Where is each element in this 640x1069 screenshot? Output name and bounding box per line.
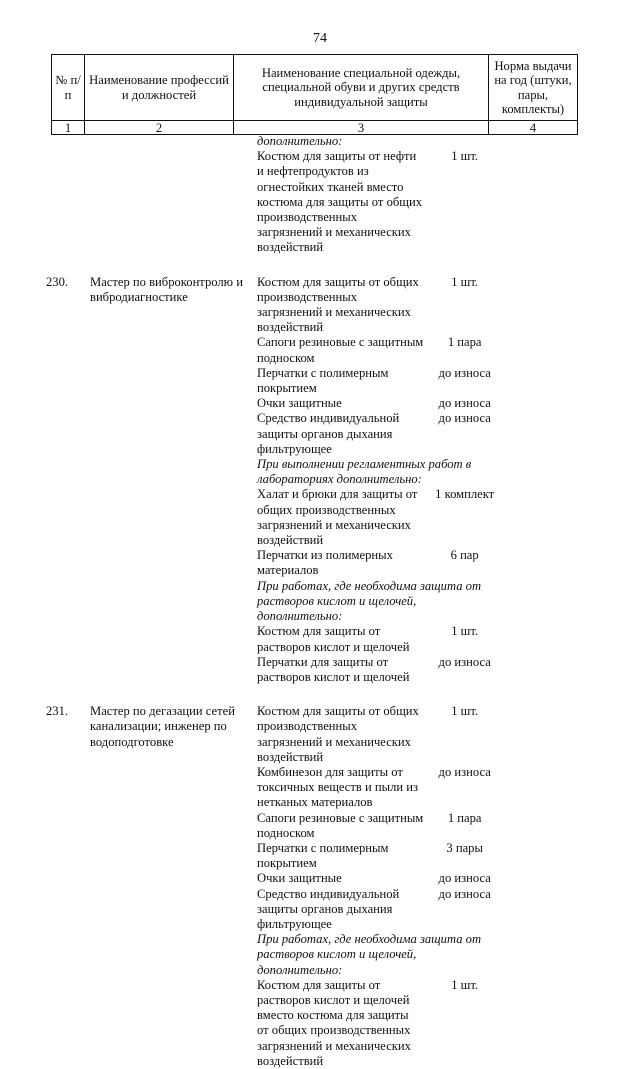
equipment-name: Костюм для защиты от растворов кислот и щелочей (257, 624, 410, 654)
equipment-name: Перчатки с полимерным покрытием (257, 365, 389, 396)
equipment-item (257, 487, 502, 548)
condition-note (257, 579, 502, 625)
equipment-item (257, 704, 502, 765)
equipment-name: Средство индивидуальной защиты органов дыхания фильтрующее (257, 411, 400, 456)
equipment-name: Халат и брюки для защиты от общих производственных загрязнений и механических воздействий (257, 487, 418, 548)
equipment-name: Костюм для защиты от растворов кислот и щелочей вместо костюма для защиты от общих производственных загрязнений и механических воздействий (257, 977, 411, 1068)
row-number: 231. (46, 704, 69, 719)
equipment-name: Костюм для защиты от общих производственных загрязнений и механических воздействий (257, 704, 419, 764)
equipment-list (257, 704, 502, 1069)
profession-name: Мастер по виброконтролю и вибродиагностике (90, 274, 243, 304)
table-header (51, 54, 578, 135)
equipment-name: Комбинезон для защиты от токсичных веществ и пыли из нетканых материалов (257, 764, 418, 810)
equipment-item (257, 624, 502, 654)
table-row (0, 275, 640, 685)
equipment-item (257, 335, 502, 365)
header-col-norm: Норма выдачи на год (штуки, пары, комплекты) (489, 55, 578, 121)
issue-norm: 6 пар (450, 548, 479, 563)
condition-note-text: дополнительно: (257, 134, 343, 148)
equipment-item (257, 366, 502, 396)
condition-note-text: При работах, где необходима защита от растворов кислот и щелочей, дополнительно: (257, 932, 482, 977)
equipment-item (257, 765, 502, 811)
row-number: 230. (46, 274, 69, 289)
table-body (0, 134, 640, 1069)
header-num-4: 4 (489, 121, 578, 135)
equipment-name: Костюм для защиты от общих производственных загрязнений и механических воздействий (257, 274, 419, 335)
equipment-list (257, 275, 502, 685)
equipment-name: Средство индивидуальной защиты органов дыхания фильтрующее (257, 886, 400, 931)
equipment-name: Перчатки с полимерным покрытием (257, 840, 389, 871)
issue-norm: 1 шт. (451, 274, 479, 289)
header-col-profession: Наименование профессий и должностей (85, 55, 234, 121)
equipment-item (257, 811, 502, 841)
condition-note-text: При выполнении регламентных работ в лабораториях дополнительно: (257, 457, 472, 487)
issue-norm: 1 пара (447, 810, 482, 825)
equipment-item (257, 396, 502, 411)
equipment-name: Сапоги резиновые с защитным подноском (257, 810, 424, 840)
equipment-name: Перчатки для защиты от растворов кислот и щелочей (257, 654, 410, 684)
equipment-item (257, 841, 502, 871)
issue-norm: до износа (438, 365, 491, 380)
issue-norm: до износа (438, 871, 491, 886)
equipment-item (257, 978, 502, 1069)
equipment-name: Костюм для защиты от нефти и нефтепродуктов из огнестойких тканей вместо костюма для защиты от общих производственных загрязнений и механических воздействий (257, 149, 423, 255)
issue-norm: 1 комплект (435, 487, 495, 502)
equipment-name: Перчатки из полимерных материалов (257, 548, 393, 578)
issue-norm: 1 шт. (451, 624, 479, 639)
issue-norm: до износа (438, 411, 491, 426)
issue-norm: до износа (438, 764, 491, 779)
condition-note-text: При работах, где необходима защита от растворов кислот и щелочей, дополнительно: (257, 578, 482, 624)
equipment-item (257, 655, 502, 685)
issue-norm: до износа (438, 396, 491, 411)
header-num-3: 3 (234, 121, 489, 135)
header-col-number: № п/п (52, 55, 85, 121)
condition-note (257, 932, 502, 978)
equipment-name: Сапоги резиновые с защитным подноском (257, 335, 424, 365)
table-row (0, 704, 640, 1069)
condition-note (257, 457, 502, 487)
equipment-name: Очки защитные (257, 396, 342, 411)
page-number: 74 (313, 31, 327, 46)
table-row (0, 134, 640, 256)
equipment-item (257, 887, 502, 933)
profession-name: Мастер по дегазации сетей канализации; инженер по водоподготовке (90, 704, 235, 749)
header-col-equipment: Наименование специальной одежды, специальной обуви и других средств индивидуальной защиты (234, 55, 489, 121)
equipment-name: Очки защитные (257, 871, 342, 886)
issue-norm: 1 шт. (451, 977, 479, 992)
row-number (46, 134, 78, 256)
issue-norm: до износа (438, 886, 491, 901)
equipment-item (257, 871, 502, 886)
equipment-list (257, 134, 502, 256)
header-num-2: 2 (85, 121, 234, 135)
equipment-item (257, 548, 502, 578)
issue-norm: 1 шт. (451, 149, 479, 164)
issue-norm: до износа (438, 654, 491, 669)
issue-norm: 1 пара (447, 335, 482, 350)
profession-name (90, 134, 254, 256)
issue-norm: 3 пары (446, 840, 483, 855)
issue-norm: 1 шт. (451, 704, 479, 719)
equipment-item (257, 411, 502, 457)
equipment-item (257, 149, 502, 255)
condition-note (257, 134, 502, 149)
header-num-1: 1 (52, 121, 85, 135)
equipment-item (257, 275, 502, 336)
